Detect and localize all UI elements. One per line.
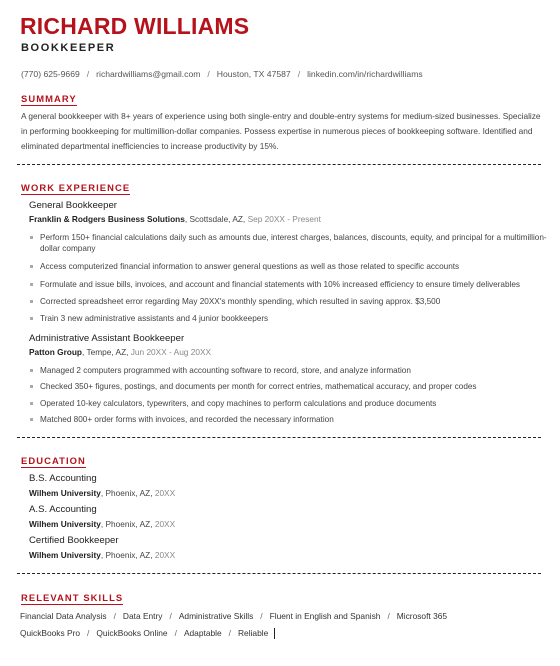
contact-separator: / <box>297 69 301 79</box>
skill-separator: / <box>387 611 390 621</box>
section-divider <box>17 164 541 165</box>
skills-heading: RELEVANT SKILLS <box>21 592 124 603</box>
school-line <box>29 519 175 529</box>
skills-line <box>20 628 275 639</box>
experience-heading: WORK EXPERIENCE <box>21 182 131 193</box>
summary-heading: SUMMARY <box>21 93 77 104</box>
linkedin-link[interactable]: linkedin.com/in/richardwilliams <box>307 69 423 79</box>
location: Houston, TX 47587 <box>216 69 291 79</box>
skills-line <box>20 611 447 621</box>
school-line <box>29 488 175 498</box>
list-item: Train 3 new administrative assistants and 4 junior bookkeepers <box>29 313 552 324</box>
skill-separator: / <box>228 628 231 638</box>
education-heading: EDUCATION <box>21 455 86 466</box>
contact-separator: / <box>207 69 210 79</box>
job-dates: Sep 20XX - Present <box>247 214 321 224</box>
skill-item: QuickBooks Online <box>96 628 168 638</box>
job-company-line <box>29 214 321 224</box>
graduation-year: 20XX <box>154 550 176 560</box>
skill-item: Data Entry <box>122 611 163 621</box>
candidate-name: RICHARD WILLIAMS <box>20 13 250 39</box>
school-location: , Phoenix, AZ, <box>100 550 153 560</box>
company-location: , Tempe, AZ, <box>82 347 129 357</box>
skill-separator: / <box>260 611 263 621</box>
degree-title: A.S. Accounting <box>29 504 97 515</box>
degree-title: B.S. Accounting <box>29 473 97 484</box>
school-location: , Phoenix, AZ, <box>100 488 153 498</box>
company-name: Patton Group <box>29 347 83 357</box>
candidate-role: BOOKKEEPER <box>21 42 116 54</box>
skill-item: Fluent in English and Spanish <box>269 611 381 621</box>
contact-line <box>21 69 423 79</box>
graduation-year: 20XX <box>154 488 176 498</box>
school-name: Wilhem University <box>29 519 101 529</box>
job-title: General Bookkeeper <box>29 200 117 211</box>
school-location: , Phoenix, AZ, <box>100 519 153 529</box>
job-bullets <box>29 365 552 425</box>
summary-text: A general bookkeeper with 8+ years of experience using both single-entry and double-entry systems for medium-sized businesses. Specialize in performing bookkeeping for multimillion-dollar companies. Possess expertise in numerous pieces of bookkeeping software. Identified and eliminated departmental inefficiencies to increase productivity by 15%. <box>21 111 541 151</box>
list-item: Checked 350+ figures, postings, and documents per month for correct entries, mathematical accuracy, and proper codes <box>29 381 552 392</box>
email-link[interactable]: richardwilliams@gmail.com <box>96 69 201 79</box>
school-name: Wilhem University <box>29 550 101 560</box>
skill-item: Microsoft 365 <box>396 611 448 621</box>
skill-item: QuickBooks Pro <box>20 628 81 638</box>
job-dates: Jun 20XX - Aug 20XX <box>130 347 212 357</box>
section-divider <box>17 573 541 574</box>
list-item: Formulate and issue bills, invoices, and account and financial statements with 10% increased efficiency to ensure timely deliverables <box>29 279 552 290</box>
list-item: Perform 150+ financial calculations daily such as amounts due, interest charges, balances, discounts, equity, and principal for a multimillion-dollar company <box>29 232 552 254</box>
skill-item: Administrative Skills <box>178 611 254 621</box>
skill-separator: / <box>87 628 90 638</box>
list-item: Operated 10-key calculators, typewriters, and copy machines to perform calculations and produce documents <box>29 398 552 409</box>
skill-separator: / <box>174 628 177 638</box>
school-name: Wilhem University <box>29 488 101 498</box>
list-item: Access computerized financial information to answer general questions as well as those related to specific accounts <box>29 261 552 272</box>
phone: (770) 625-9669 <box>21 69 80 79</box>
graduation-year: 20XX <box>154 519 176 529</box>
job-bullets <box>29 232 552 324</box>
list-item: Corrected spreadsheet error regarding May 20XX's monthly spending, which resulted in saving approx. $3,500 <box>29 296 552 307</box>
degree-title: Certified Bookkeeper <box>29 535 119 546</box>
skill-item: Reliable <box>238 628 269 638</box>
section-divider <box>17 437 541 438</box>
job-company-line <box>29 347 211 357</box>
list-item: Managed 2 computers programmed with accounting software to record, store, and analyze information <box>29 365 552 376</box>
job-title: Administrative Assistant Bookkeeper <box>29 333 185 344</box>
skill-item: Adaptable <box>183 628 222 638</box>
school-line <box>29 550 175 560</box>
company-location: , Scottsdale, AZ, <box>184 214 246 224</box>
list-item: Matched 800+ order forms with invoices, and recorded the necessary information <box>29 414 552 425</box>
skill-separator: / <box>169 611 172 621</box>
skill-separator: / <box>113 611 116 621</box>
skill-item: Financial Data Analysis <box>20 611 107 621</box>
contact-separator: / <box>86 69 90 79</box>
text-cursor <box>274 628 275 639</box>
company-name: Franklin & Rodgers Business Solutions <box>29 214 185 224</box>
